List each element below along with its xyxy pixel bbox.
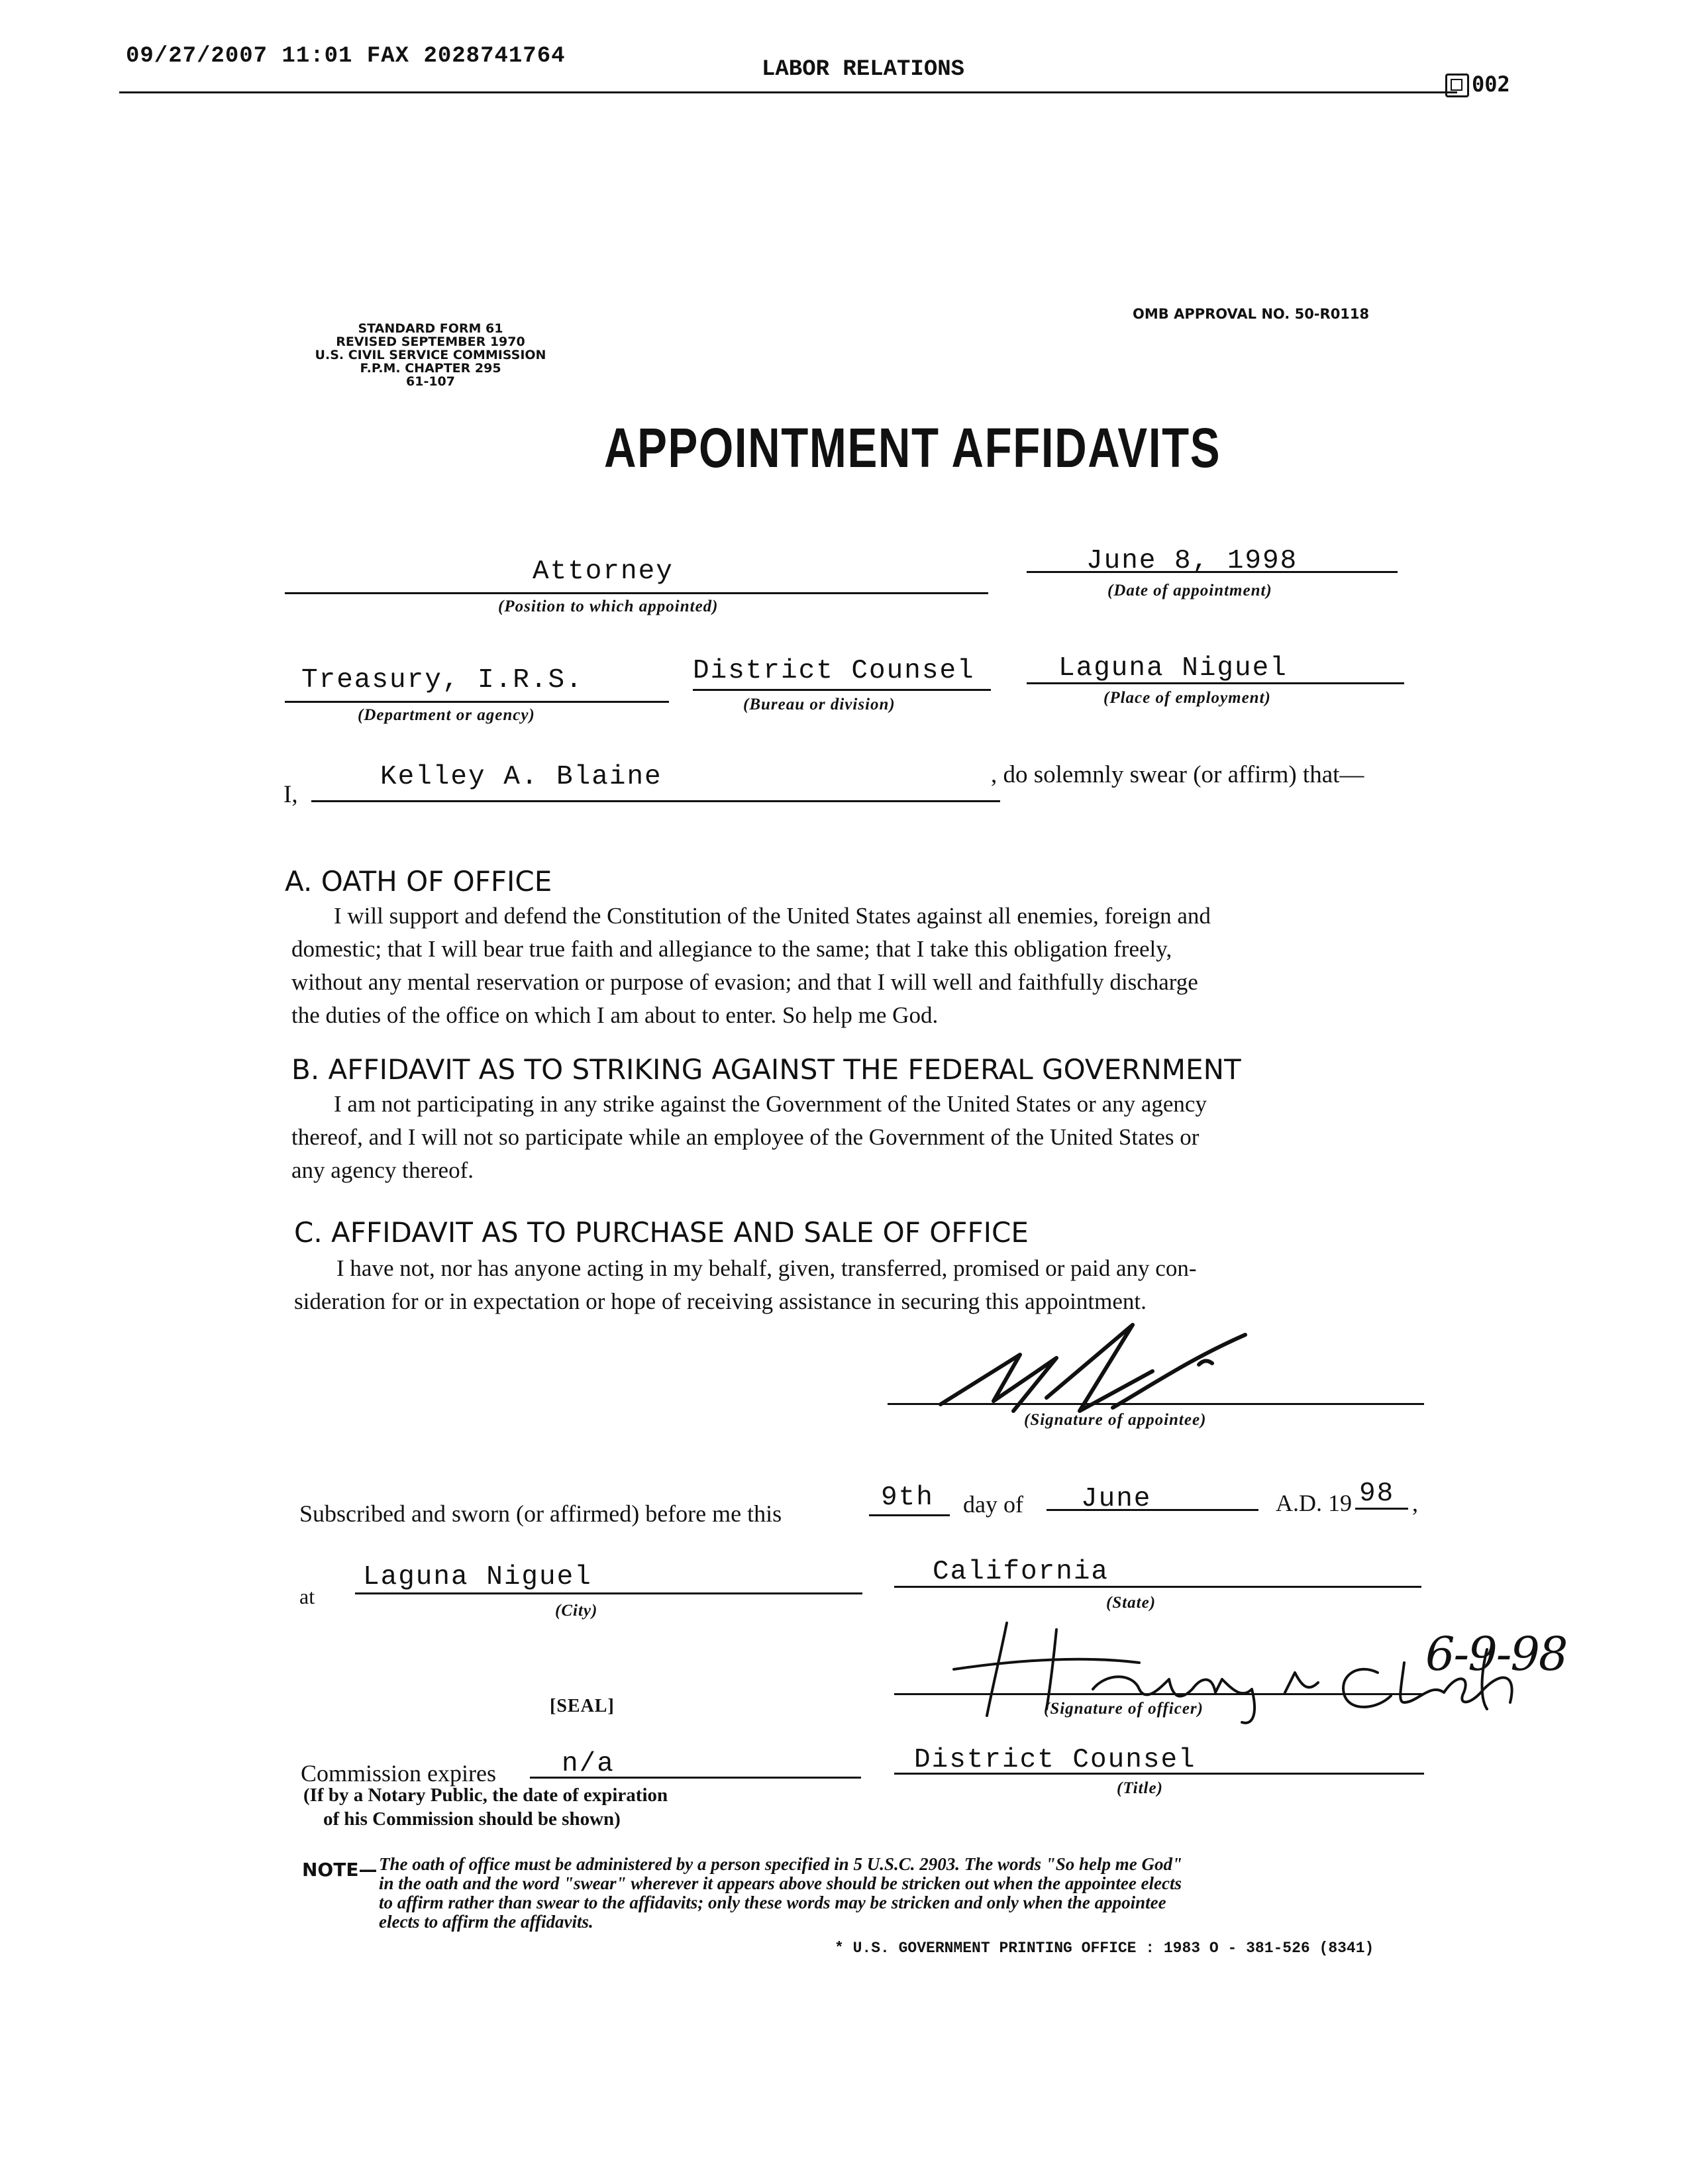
subscribed-prefix: Subscribed and sworn (or affirmed) before me this (299, 1500, 782, 1527)
position-line (285, 592, 988, 594)
page-title: APPOINTMENT AFFIDAVITS (604, 417, 1221, 479)
swear-prefix: I, (283, 781, 298, 808)
city-caption: (City) (555, 1602, 598, 1620)
subscribed-month-line (1047, 1509, 1258, 1511)
fax-timestamp: 09/27/2007 11:01 FAX 2028741764 (126, 44, 566, 69)
officer-signature-caption: (Signature of officer) (1044, 1700, 1203, 1718)
subscribed-day-word: day of (963, 1491, 1023, 1518)
position-caption: (Position to which appointed) (498, 598, 719, 615)
section-c-line: I have not, nor has anyone acting in my behalf, given, transferred, promised or paid any con- (336, 1255, 1197, 1281)
city-line (355, 1592, 862, 1594)
state-value: California (933, 1557, 1109, 1587)
place-line (1027, 682, 1404, 684)
section-a-line: without any mental reservation or purpose of evasion; and that I will well and faithfully discharge (291, 969, 1198, 995)
fax-page-number: 002 (1472, 72, 1510, 97)
section-a-line: domestic; that I will bear true faith and allegiance to the same; that I take this obligation freely, (291, 936, 1172, 962)
section-b-line: I am not participating in any strike against the Government of the United States or any agency (334, 1091, 1207, 1117)
commission-line (530, 1777, 861, 1779)
form-id-line5: 61-107 (406, 374, 455, 389)
state-caption: (State) (1106, 1594, 1156, 1612)
position-value: Attorney (533, 556, 674, 587)
form-id-line4: F.P.M. CHAPTER 295 (360, 361, 501, 376)
commission-value: n/a (562, 1749, 615, 1779)
appointee-name-line (311, 800, 1000, 802)
department-value: Treasury, I.R.S. (301, 665, 584, 696)
commission-note-line1: (If by a Notary Public, the date of expiration (303, 1785, 668, 1806)
bureau-value: District Counsel (693, 656, 975, 686)
subscribed-year-line (1355, 1508, 1408, 1510)
section-c-text (294, 1252, 1420, 1318)
form-id-line2: REVISED SEPTEMBER 1970 (336, 335, 525, 349)
officer-signature-line (894, 1693, 1424, 1695)
seal-label: [SEAL] (550, 1696, 615, 1716)
bureau-line (693, 689, 991, 691)
form-id-block (278, 322, 583, 388)
officer-title-line (894, 1773, 1424, 1775)
section-b-line: any agency thereof. (291, 1157, 474, 1183)
subscribed-comma: , (1412, 1490, 1418, 1516)
section-a-text (291, 900, 1417, 1032)
officer-title-caption: (Title) (1117, 1779, 1163, 1797)
note-line: in the oath and the word "swear" wherever it appears above should be stricken out when the appointee elects (379, 1873, 1182, 1893)
officer-title-value: District Counsel (914, 1745, 1196, 1775)
swear-suffix: , do solemnly swear (or affirm) that— (991, 761, 1364, 788)
department-caption: (Department or agency) (358, 706, 535, 724)
state-line (894, 1586, 1421, 1588)
at-label: at (299, 1585, 315, 1608)
subscribed-month: June (1081, 1484, 1152, 1514)
officer-signed-date: 6-9-98 (1425, 1627, 1567, 1681)
commission-note-line2: of his Commission should be shown) (323, 1808, 621, 1830)
appointment-date-value: June 8, 1998 (1086, 546, 1298, 576)
place-value: Laguna Niguel (1058, 653, 1288, 684)
subscribed-day-line (869, 1514, 950, 1516)
appointee-signature-caption: (Signature of appointee) (1024, 1411, 1207, 1429)
section-b-heading: B. AFFIDAVIT AS TO STRIKING AGAINST THE FEDERAL GOVERNMENT (291, 1053, 1241, 1086)
omb-approval: OMB APPROVAL NO. 50-R0118 (1133, 306, 1370, 322)
form-id-line3: U.S. CIVIL SERVICE COMMISSION (315, 348, 546, 362)
note-line: elects to affirm the affidavits. (379, 1912, 593, 1932)
section-a-heading: A. OATH OF OFFICE (285, 865, 552, 898)
subscribed-year: 98 (1359, 1479, 1395, 1509)
printing-office-line: * U.S. GOVERNMENT PRINTING OFFICE : 1983 O - 381-526 (8341) (835, 1940, 1374, 1957)
section-a-line: the duties of the office on which I am about to enter. So help me God. (291, 1002, 939, 1028)
note-text (379, 1855, 1182, 1932)
place-caption: (Place of employment) (1103, 689, 1271, 707)
section-b-text (291, 1088, 1417, 1187)
department-line (285, 701, 669, 703)
fax-page (1445, 72, 1510, 97)
section-c-line: sideration for or in expectation or hope of receiving assistance in securing this appointment. (294, 1288, 1147, 1314)
appointee-name: Kelley A. Blaine (380, 762, 662, 792)
subscribed-day: 9th (881, 1482, 934, 1513)
section-b-line: thereof, and I will not so participate while an employee of the Government of the United States or (291, 1124, 1200, 1150)
note-line: The oath of office must be administered by a person specified in 5 U.S.C. 2903. The words "So help me God" (379, 1854, 1182, 1874)
commission-label: Commission expires (301, 1760, 496, 1787)
fax-machine-icon (1445, 74, 1469, 97)
section-a-line: I will support and defend the Constitution of the United States against all enemies, foreign and (334, 903, 1211, 929)
city-value: Laguna Niguel (363, 1562, 592, 1592)
fax-header-rule (119, 91, 1457, 93)
note-label: NOTE— (302, 1859, 378, 1881)
appointee-signature (914, 1318, 1258, 1424)
appointment-date-line (1027, 571, 1398, 573)
appointee-signature-line (888, 1403, 1424, 1405)
fax-department: LABOR RELATIONS (762, 57, 965, 82)
bureau-caption: (Bureau or division) (743, 696, 896, 713)
form-id-line1: STANDARD FORM 61 (358, 321, 503, 336)
appointment-date-caption: (Date of appointment) (1107, 582, 1272, 599)
subscribed-ad: A.D. 19 (1276, 1490, 1352, 1516)
section-c-heading: C. AFFIDAVIT AS TO PURCHASE AND SALE OF OFFICE (294, 1216, 1029, 1249)
note-line: to affirm rather than swear to the affidavits; only these words may be stricken and only when the appointee (379, 1893, 1166, 1912)
